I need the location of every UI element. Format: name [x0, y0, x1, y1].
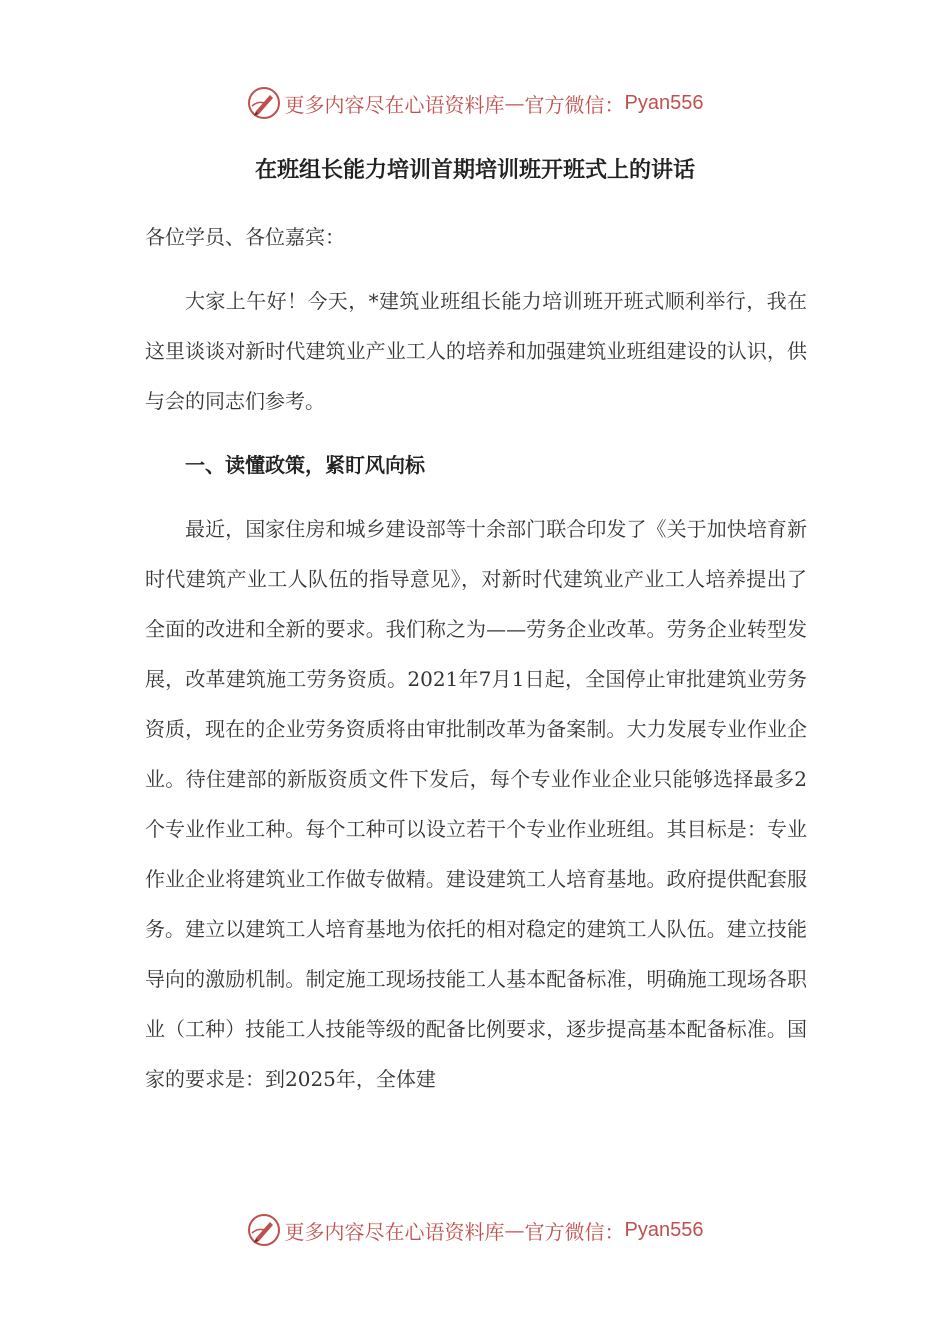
footer-watermark-banner [0, 1210, 950, 1250]
paragraph-policy: 最近，国家住房和城乡建设部等十余部门联合印发了《关于加快培育新时代建筑产业工人队伍的指导意见》，对新时代建筑业产业工人培养提出了全面的改进和全新的要求。我们称之为——劳务企业改革。劳务企业转型发展，改革建筑施工劳务资质。2021年7月1日起，全国停止审批建筑业劳务资质，现在的企业劳务资质将由审批制改革为备案制。大力发展专业作业企业。待住建部的新版资质文件下发后，每个专业作业企业只能够选择最多2个专业作业工种。每个工种可以设立若干个专业作业班组。其目标是：专业作业企业将建筑业工作做专做精。建设建筑工人培育基地。政府提供配套服务。建立以建筑工人培育基地为依托的相对稳定的建筑工人队伍。建立技能导向的激励机制。制定施工现场技能工人基本配备标准，明确施工现场各职业（工种）技能工人技能等级的配备比例要求，逐步提高基本配备标准。国家的要求是：到2025年，全体建 [145, 517, 807, 1091]
paragraph-intro: 大家上午好！今天，*建筑业班组长能力培训班开班式顺利举行，我在这里谈谈对新时代建筑业产业工人的培养和加强建筑业班组建设的认识，供与会的同志们参考。 [145, 289, 807, 413]
wechat-label: 官方微信： [524, 92, 625, 117]
salutation: 各位学员、各位嘉宾： [145, 225, 345, 249]
wechat-id: Pyan556 [624, 1218, 704, 1241]
watermark-dash: — [504, 91, 525, 115]
pen-logo-icon [247, 1213, 281, 1247]
watermark-text: 更多内容尽在心语资料库 [284, 1219, 505, 1244]
wechat-label: 官方微信： [524, 1219, 625, 1244]
watermark-text: 更多内容尽在心语资料库 [284, 92, 505, 117]
wechat-id: Pyan556 [624, 91, 704, 114]
watermark-dash: — [504, 1218, 525, 1242]
section-heading-1: 一、读懂政策，紧盯风向标 [185, 453, 425, 477]
document-title: 在班组长能力培训首期培训班开班式上的讲话 [254, 157, 695, 183]
document-body [145, 212, 807, 1104]
pen-logo-icon [247, 86, 281, 120]
header-watermark-banner [0, 83, 950, 123]
